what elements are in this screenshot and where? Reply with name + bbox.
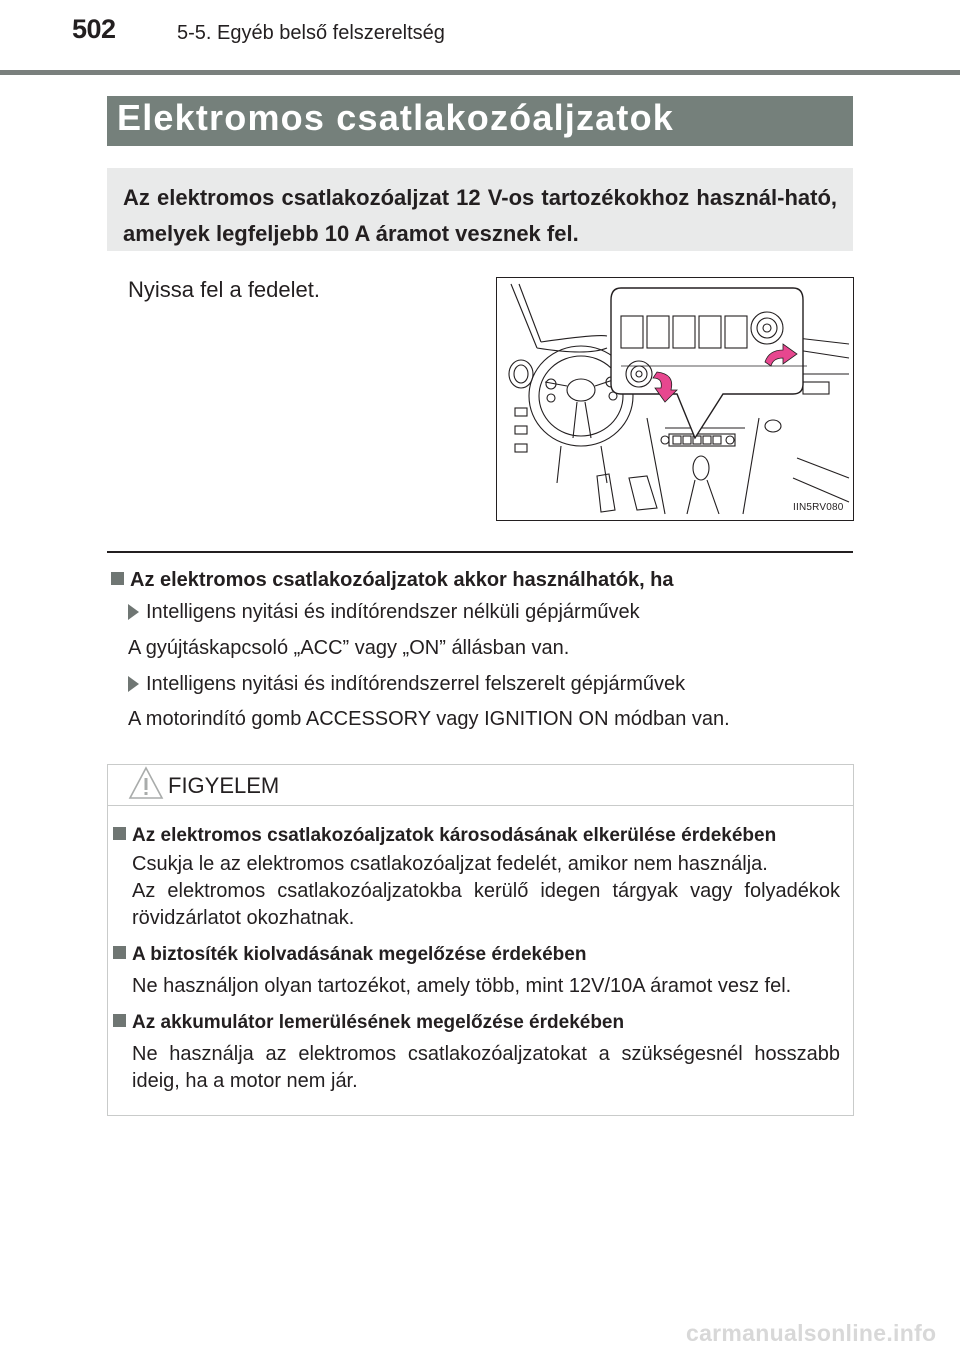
warning-title: FIGYELEM xyxy=(168,773,280,798)
condition-text-2: A motorindító gomb ACCESSORY vagy IGNITION ON módban van. xyxy=(128,708,730,730)
page-number: 502 xyxy=(72,14,116,44)
condition-text-1: A gyújtáskapcsoló „ACC” vagy „ON” állásban van. xyxy=(128,637,570,659)
triangle-bullet-icon xyxy=(128,676,139,692)
square-bullet-icon xyxy=(113,946,126,959)
header-divider xyxy=(0,70,960,75)
warning-heading-1 xyxy=(113,825,776,847)
warning-text-2: Ne használjon olyan tartozékot, amely több, mint 12V/10A áramot vesz fel. xyxy=(132,975,792,997)
condition-bullet-1 xyxy=(128,601,640,624)
warning-header-divider xyxy=(108,805,853,806)
warning-text-1b: Az elektromos csatlakozóaljzatokba kerülő idegen tárgyak vagy folyadékok rövidzárlatot okozhatnak. xyxy=(132,880,840,929)
square-bullet-icon xyxy=(111,572,124,585)
section-divider xyxy=(107,551,853,553)
warning-heading-3-text: Az akkumulátor lemerülésének megelőzése érdekében xyxy=(132,1012,625,1033)
warning-triangle-icon xyxy=(128,766,164,802)
square-bullet-icon xyxy=(113,1014,126,1027)
condition-bullet-2-text: Intelligens nyitási és indítórendszerrel felszerelt gépjárművek xyxy=(146,673,686,695)
square-bullet-icon xyxy=(113,827,126,840)
section-label: 5-5. Egyéb belső felszereltség xyxy=(177,22,445,44)
warning-heading-2 xyxy=(113,944,586,966)
conditions-heading xyxy=(111,569,674,592)
conditions-heading-text: Az elektromos csatlakozóaljzatok akkor használhatók, ha xyxy=(130,569,674,591)
step-text: Nyissa fel a fedelet. xyxy=(128,277,320,302)
dashboard-drawing xyxy=(497,278,853,520)
condition-bullet-1-text: Intelligens nyitási és indítórendszer nélküli gépjárművek xyxy=(146,601,640,623)
page-title: Elektromos csatlakozóaljzatok xyxy=(117,97,674,138)
intro-text: Az elektromos csatlakozóaljzat 12 V-os tartozékokhoz használ-ható, amelyek legfeljebb 10 A áramot vesznek fel. xyxy=(123,185,837,246)
warning-heading-1-text: Az elektromos csatlakozóaljzatok károsodásának elkerülése érdekében xyxy=(132,825,777,846)
watermark: carmanualsonline.info xyxy=(686,1320,937,1346)
dashboard-illustration xyxy=(496,277,854,521)
warning-heading-3 xyxy=(113,1012,624,1034)
condition-bullet-2 xyxy=(128,673,685,696)
warning-text-1a: Csukja le az elektromos csatlakozóaljzat fedelét, amikor nem használja. xyxy=(132,853,768,875)
warning-heading-2-text: A biztosíték kiolvadásának megelőzése érdekében xyxy=(132,944,587,965)
warning-text-3: Ne használja az elektromos csatlakozóaljzatokat a szükségesnél hosszabb ideig, ha a motor nem jár. xyxy=(132,1043,840,1092)
figure-code: IIN5RV080 xyxy=(793,502,844,513)
triangle-bullet-icon xyxy=(128,604,139,620)
